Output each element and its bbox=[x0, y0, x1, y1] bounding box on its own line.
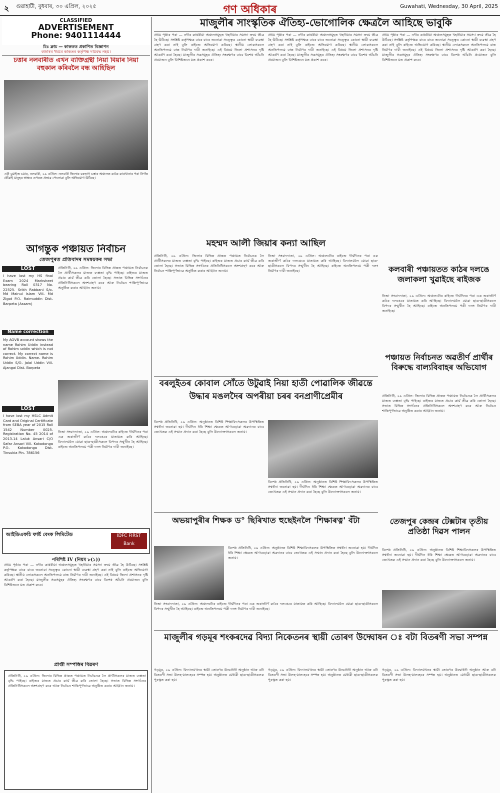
lead-body: প্ৰথম পৃষ্ঠাৰ পৰা — নদীৰ কাষৰীয়া অঞ্চলসমূহত খহনীয়াৰ সমস্যা ক্ৰমে তীব্ৰ হৈ উঠিছে। সংশ্লিষ্ট কৰ্তৃপক্ষক বাৰে বাৰে জনোৱা সত্ত্বেও কোনো স্থায়ী ব্যৱস্থা গ্ৰহণ কৰা নাই বুলি ৰাইজে অভিযোগ কৰিছে। স্থানীয় লোকসকলে অনতিপলমে বান্ধ নিৰ্মাণৰ দাবী জনাইছে। এই বিষয়ে জিলা প্ৰশাসনৰ দৃষ্টি আকৰ্ষণ কৰা হৈছে। মাজুলীৰ সত্ৰসমূহৰ ঐতিহ্য সংৰক্ষণৰ বাবে বিশেষ আঁচনি প্ৰয়োজন বুলি বিশিষ্টজনে মত প্ৰকাশ কৰে। bbox=[268, 33, 378, 62]
school-body: বিশেষ প্ৰতিনিধি, ২৯ এপ্ৰিল: অনুষ্ঠানত বিশিষ্ট শিক্ষাবিদসকলৰ উপস্থিতিত সম্বৰ্ধনা জনোৱা হয়। দীৰ্ঘদিন ধৰি শিক্ষা ক্ষেত্ৰত আগবঢ়োৱা অৱদানৰ বাবে তেখেতক এই সন্মান প্ৰদান কৰা হৈছে বুলি উদ্যোক্তাসকলে জনায়। bbox=[228, 546, 378, 560]
panchayat-left-sub: তেজপুৰত প্ৰতিবাদৰ সমন্বয়কৰ সভা bbox=[39, 257, 113, 263]
school-headline: অভয়াপুৰীৰ শিক্ষক ড° ছিৰিখাত হুছেইনলৈ 'শিক্ষাৰত্ন' বঁটা bbox=[172, 515, 360, 525]
panchayat-left-headline: আগন্তুক পঞ্চায়ত নিৰ্বাচন bbox=[26, 244, 126, 255]
fire-body: বিশেষ প্ৰতিনিধি, ২৯ এপ্ৰিল: অনুষ্ঠানত বিশিষ্ট শিক্ষাবিদসকলৰ উপস্থিতিত সম্বৰ্ধনা জনোৱা হয়। দীৰ্ঘদিন ধৰি শিক্ষা ক্ষেত্ৰত আগবঢ়োৱা অৱদানৰ বাবে তেখেতক এই সন্মান প্ৰদান কৰা হৈছে বুলি উদ্যোক্তাসকলে জনায়। bbox=[154, 420, 264, 434]
majuli-body: গড়মূৰ, ২৯ এপ্ৰিল: বিদ্যালয়খনৰ স্থায়ী তোৰণৰ উদ্বোধনী অনুষ্ঠান আৰু বটা বিতৰণী সভা উলহ-মালহেৰে সম্পন্ন হয়। অনুষ্ঠানত মেধাৱী ছাত্ৰ-ছাত্ৰীসকলক পুৰস্কৃত কৰা হয়। bbox=[382, 668, 496, 682]
article-body: প্ৰতিনিধি, ২৯ এপ্ৰিল: জিলাৰ বিভিন্ন প্ৰান্তত পঞ্চায়ত নিৰ্বাচনক লৈ প্ৰাৰ্থীসকলৰ মাজত ব্যস্ততা বৃদ্ধি পাইছে। ৰাইজৰ মাজত প্ৰচাৰ কাৰ্য তীব্ৰ কৰি তোলা হৈছে। সভাত বিভিন্ন সংগঠনৰ প্ৰতিনিধিসকলে অংশগ্ৰহণ কৰে আৰু নিৰ্বাচন শান্তিপূৰ্ণভাৱে অনুষ্ঠিত কৰাৰ আহ্বান জনায়। bbox=[58, 266, 148, 290]
bank-notice-body: প্ৰথম পৃষ্ঠাৰ পৰা — নদীৰ কাষৰীয়া অঞ্চলসমূহত খহনীয়াৰ সমস্যা ক্ৰমে তীব্ৰ হৈ উঠিছে। সংশ্লিষ্ট কৰ্তৃপক্ষক বাৰে বাৰে জনোৱা সত্ত্বেও কোনো স্থায়ী ব্যৱস্থা গ্ৰহণ কৰা নাই বুলি ৰাইজে অভিযোগ কৰিছে। স্থানীয় লোকসকলে অনতিপলমে বান্ধ নিৰ্মাণৰ দাবী জনাইছে। এই বিষয়ে জিলা প্ৰশাসনৰ দৃষ্টি আকৰ্ষণ কৰা হৈছে। মাজুলীৰ সত্ৰসমূহৰ ঐতিহ্য সংৰক্ষণৰ বাবে বিশেষ আঁচনি প্ৰয়োজন বুলি বিশিষ্টজনে মত প্ৰকাশ কৰে। bbox=[4, 563, 148, 587]
news-photo-teacher bbox=[154, 546, 224, 600]
ad-tag: Name correction bbox=[2, 330, 54, 335]
page-number: ২ bbox=[4, 4, 10, 13]
ad-text: I have lost my HSLC Admit Card and Original Certificate from SEBA year of 2015 Roll 1542 Number 0025. Registration No. 45 2014 of 2013-14 Laluk Ansari C/O Safar Ansari Vill- Kakodonga P.O- Kakodonga Dist- Tinsukia Pin- 786156 bbox=[3, 414, 53, 455]
fire-body: বিশেষ প্ৰতিনিধি, ২৯ এপ্ৰিল: অনুষ্ঠানত বিশিষ্ট শিক্ষাবিদসকলৰ উপস্থিতিত সম্বৰ্ধনা জনোৱা হয়। দীৰ্ঘদিন ধৰি শিক্ষা ক্ষেত্ৰত আগবঢ়োৱা অৱদানৰ বাবে তেখেতক এই সন্মান প্ৰদান কৰা হৈছে বুলি উদ্যোক্তাসকলে জনায়। bbox=[268, 480, 378, 494]
news-photo-center bbox=[268, 420, 378, 478]
bank-title: আইডিএফচি ফাৰ্ষ্ট বেংক লিমিটেড bbox=[6, 532, 73, 538]
panchayat-right-body: প্ৰতিনিধি, ২৯ এপ্ৰিল: জিলাৰ বিভিন্ন প্ৰান্তত পঞ্চায়ত নিৰ্বাচনক লৈ প্ৰাৰ্থীসকলৰ মাজত ব্যস্ততা বৃদ্ধি পাইছে। ৰাইজৰ মাজত প্ৰচাৰ কাৰ্য তীব্ৰ কৰি তোলা হৈছে। সভাত বিভিন্ন সংগঠনৰ প্ৰতিনিধিসকলে অংশগ্ৰহণ কৰে আৰু নিৰ্বাচন শান্তিপূৰ্ণভাৱে অনুষ্ঠিত কৰাৰ আহ্বান জনায়। bbox=[382, 394, 496, 413]
classified-line2: বজাৰৰ খবৰে কাকতৰ কৰ্তৃপক্ষ দায়বদ্ধ নহয়। bbox=[41, 49, 111, 54]
majlis-headline: মহম্মদ আলী জিয়াৰ কন্যা আছিল bbox=[206, 239, 326, 249]
fire-headline: বৰলুইতৰ কোবাল সোঁতে উটুৱাই নিয়া হাতী পোৱালিক জীৱন্তে উদ্ধাৰ মঙলদৈৰ অপৰীয়া চৰৰ বনপ্ৰাণীপ্ৰেমীৰ bbox=[159, 379, 373, 402]
kalaburi-body: নিজা সংবাদদাতা, ২৯ এপ্ৰিল: অঞ্চলটোৰ ৰাইজে দীৰ্ঘদিনৰ পৰা এক জৰাজীৰ্ণ কাঠৰ দলঙেৰে যাতায়ত কৰি আহিছে। বিদ্যালয়লৈ যোৱা ছাত্ৰ-ছাত্ৰীসকলে বিপদৰ সন্মুখীন হৈ আহিছে। ৰাইজে অনতিপলমে পকী দলং নিৰ্মাণৰ দাবী জনাইছে। bbox=[382, 294, 496, 313]
ads-column bbox=[2, 266, 54, 526]
date-left: গুৱাহাটী, বুধবাৰ, ৩০ এপ্ৰিল, ২০২৫ bbox=[16, 4, 97, 10]
masthead bbox=[0, 0, 500, 16]
majuli-body: গড়মূৰ, ২৯ এপ্ৰিল: বিদ্যালয়খনৰ স্থায়ী তোৰণৰ উদ্বোধনী অনুষ্ঠান আৰু বটা বিতৰণী সভা উলহ-মালহেৰে সম্পন্ন হয়। অনুষ্ঠানত মেধাৱী ছাত্ৰ-ছাত্ৰীসকলক পুৰস্কৃত কৰা হয়। bbox=[268, 668, 378, 682]
date-right: Guwahati, Wednesday, 30 April, 2025 bbox=[400, 4, 498, 10]
logo: গণ অধিকাৰ bbox=[223, 3, 277, 16]
tezpur-body: বিশেষ প্ৰতিনিধি, ২৯ এপ্ৰিল: অনুষ্ঠানত বিশিষ্ট শিক্ষাবিদসকলৰ উপস্থিতিত সম্বৰ্ধনা জনোৱা হয়। দীৰ্ঘদিন ধৰি শিক্ষা ক্ষেত্ৰত আগবঢ়োৱা অৱদানৰ বাবে তেখেতক এই সন্মান প্ৰদান কৰা হৈছে বুলি উদ্যোক্তাসকলে জনায়। bbox=[382, 548, 496, 562]
kalaburi-headline: কলবাৰী পঞ্চায়তত কাঠৰ দলঙে জলাকলা খুৱাইছে ৰাইজক bbox=[388, 264, 490, 284]
ad-tag: LOST bbox=[2, 266, 54, 272]
lead-kicker: মাজুলীৰ সাংস্কৃতিক ঐতিহ্য-ভোগোলিক ক্ষেত্ৰলৈ আহিছে ভাবুকি bbox=[200, 18, 452, 29]
property-table bbox=[4, 670, 148, 790]
ad-text: I have lost my HS final Exam 2024 Marksheet bearing Roll 0317 No. 22525. Srikh Rabbani S/o- Md Mainul Islam Vill- Md Zigot P.O- Raimuddin Dist- Barpeta (Assam) bbox=[3, 274, 53, 306]
school-body: নিজা সংবাদদাতা, ২৯ এপ্ৰিল: অঞ্চলটোৰ ৰাইজে দীৰ্ঘদিনৰ পৰা এক জৰাজীৰ্ণ কাঠৰ দলঙেৰে যাতায়ত কৰি আহিছে। বিদ্যালয়লৈ যোৱা ছাত্ৰ-ছাত্ৰীসকলে বিপদৰ সন্মুখীন হৈ আহিছে। ৰাইজে অনতিপলমে পকী দলং নিৰ্মাণৰ দাবী জনাইছে। bbox=[154, 602, 378, 611]
classified-line1: মিঃ ক্লাচ — কাকতত প্ৰকাশিত বিজ্ঞাপন bbox=[43, 44, 109, 49]
classified-phone: Phone: 9401114444 bbox=[31, 31, 121, 40]
article-body: নিজা সংবাদদাতা, ২৯ এপ্ৰিল: অঞ্চলটোৰ ৰাইজে দীৰ্ঘদিনৰ পৰা এক জৰাজীৰ্ণ কাঠৰ দলঙেৰে যাতায়ত কৰি আহিছে। বিদ্যালয়লৈ যোৱা ছাত্ৰ-ছাত্ৰীসকলে বিপদৰ সন্মুখীন হৈ আহিছে। ৰাইজে অনতিপলমে পকী দলং নিৰ্মাণৰ দাবী জনাইছে। bbox=[58, 430, 148, 449]
bank-sub: পৰিশিষ্ট IV (নিয়ম ৮(১)) bbox=[51, 558, 101, 563]
news-photo-left bbox=[4, 80, 148, 170]
classified-box bbox=[2, 17, 150, 45]
lead-body: প্ৰথম পৃষ্ঠাৰ পৰা — নদীৰ কাষৰীয়া অঞ্চলসমূহত খহনীয়াৰ সমস্যা ক্ৰমে তীব্ৰ হৈ উঠিছে। সংশ্লিষ্ট কৰ্তৃপক্ষক বাৰে বাৰে জনোৱা সত্ত্বেও কোনো স্থায়ী ব্যৱস্থা গ্ৰহণ কৰা নাই বুলি ৰাইজে অভিযোগ কৰিছে। স্থানীয় লোকসকলে অনতিপলমে বান্ধ নিৰ্মাণৰ দাবী জনাইছে। এই বিষয়ে জিলা প্ৰশাসনৰ দৃষ্টি আকৰ্ষণ কৰা হৈছে। মাজুলীৰ সত্ৰসমূহৰ ঐতিহ্য সংৰক্ষণৰ বাবে বিশেষ আঁচনি প্ৰয়োজন বুলি বিশিষ্টজনে মত প্ৰকাশ কৰে। bbox=[154, 33, 264, 62]
majuli-headline: মাজুলীৰ গড়মূৰ শংকৰদেৱ বিদ্যা নিকেতনৰ স্থায়ী তোৰণ উদ্ঘোষন ঃ বটা বিতৰণী সভা সম্পন্ন bbox=[164, 633, 488, 643]
bank-logo: IDFC FIRST Bank bbox=[111, 533, 147, 549]
ad-tag: LOST bbox=[2, 406, 54, 412]
tezpur-headline: তেজপুৰ কেন্দ্ৰৰ টেক্সটাৰ তৃতীয় প্ৰতিষ্ঠা দিৱস পালন bbox=[389, 516, 489, 536]
panchayat-right-headline: পঞ্চায়ত নিৰ্বাচনত অৱতীৰ্ণ প্ৰাৰ্থীৰ বিৰুদ্ধে বাল্যবিবাহৰ অভিযোগ bbox=[385, 352, 493, 372]
lead-body: প্ৰথম পৃষ্ঠাৰ পৰা — নদীৰ কাষৰীয়া অঞ্চলসমূহত খহনীয়াৰ সমস্যা ক্ৰমে তীব্ৰ হৈ উঠিছে। সংশ্লিষ্ট কৰ্তৃপক্ষক বাৰে বাৰে জনোৱা সত্ত্বেও কোনো স্থায়ী ব্যৱস্থা গ্ৰহণ কৰা নাই বুলি ৰাইজে অভিযোগ কৰিছে। স্থানীয় লোকসকলে অনতিপলমে বান্ধ নিৰ্মাণৰ দাবী জনাইছে। এই বিষয়ে জিলা প্ৰশাসনৰ দৃষ্টি আকৰ্ষণ কৰা হৈছে। মাজুলীৰ সত্ৰসমূহৰ ঐতিহ্য সংৰক্ষণৰ বাবে বিশেষ আঁচনি প্ৰয়োজন বুলি বিশিষ্টজনে মত প্ৰকাশ কৰে। bbox=[382, 33, 496, 62]
majuli-body: গড়মূৰ, ২৯ এপ্ৰিল: বিদ্যালয়খনৰ স্থায়ী তোৰণৰ উদ্বোধনী অনুষ্ঠান আৰু বটা বিতৰণী সভা উলহ-মালহেৰে সম্পন্ন হয়। অনুষ্ঠানত মেধাৱী ছাত্ৰ-ছাত্ৰীসকলক পুৰস্কৃত কৰা হয়। bbox=[154, 668, 264, 682]
news-photo-school bbox=[382, 590, 496, 628]
ad-text: My AGVB account shows the name Rohim Uddin instead of Rohim uddin which is not correct. My correct name is Rohim Uddin. Name- Rohim Uddin S/O- Jalal Uddin Vill- Ajangai Dist- Barpeta bbox=[3, 338, 53, 370]
auction-headline: প্ৰাপ্তী সম্পত্তিৰ বিৱৰণ bbox=[53, 662, 99, 668]
left-headline: চত্তাৰ নলবাৰীত এখন ব্যক্তিগ্ৰন্থী নিয়া বিয়াৰ নিয়া বহুকাল কৰিবলৈ বন্ধ আহিছিল bbox=[13, 57, 139, 72]
photo-caption-left: এটা চুমাইজ চমাৰ, নলবাৰী, ২৯ এপ্ৰিল: নলবাৰী জিলাৰ বৰভাগ চত্তাৰ অঞ্চলত কাঠৰ কাৰখানাৰ পৰা নিৰ্গত ধোঁৱাই মানুহৰ স্বাস্থ্যৰ ওপৰত প্ৰভাৱ পেলোৱা বুলি অভিযোগ উঠিছে। bbox=[4, 172, 148, 181]
majlis-body: নিজা সংবাদদাতা, ২৯ এপ্ৰিল: অঞ্চলটোৰ ৰাইজে দীৰ্ঘদিনৰ পৰা এক জৰাজীৰ্ণ কাঠৰ দলঙেৰে যাতায়ত কৰি আহিছে। বিদ্যালয়লৈ যোৱা ছাত্ৰ-ছাত্ৰীসকলে বিপদৰ সন্মুখীন হৈ আহিছে। ৰাইজে অনতিপলমে পকী দলং নিৰ্মাণৰ দাবী জনাইছে। bbox=[268, 254, 378, 273]
majlis-body: প্ৰতিনিধি, ২৯ এপ্ৰিল: জিলাৰ বিভিন্ন প্ৰান্তত পঞ্চায়ত নিৰ্বাচনক লৈ প্ৰাৰ্থীসকলৰ মাজত ব্যস্ততা বৃদ্ধি পাইছে। ৰাইজৰ মাজত প্ৰচাৰ কাৰ্য তীব্ৰ কৰি তোলা হৈছে। সভাত বিভিন্ন সংগঠনৰ প্ৰতিনিধিসকলে অংশগ্ৰহণ কৰে আৰু নিৰ্বাচন শান্তিপূৰ্ণভাৱে অনুষ্ঠিত কৰাৰ আহ্বান জনায়। bbox=[154, 254, 264, 273]
classified-tag: CLASSIFIED bbox=[59, 18, 93, 24]
classified-title: ADVERTISEMENT bbox=[38, 23, 114, 32]
bank-notice bbox=[2, 528, 150, 554]
property-table-body: প্ৰতিনিধি, ২৯ এপ্ৰিল: জিলাৰ বিভিন্ন প্ৰান্তত পঞ্চায়ত নিৰ্বাচনক লৈ প্ৰাৰ্থীসকলৰ মাজত ব্যস্ততা বৃদ্ধি পাইছে। ৰাইজৰ মাজত প্ৰচাৰ কাৰ্য তীব্ৰ কৰি তোলা হৈছে। সভাত বিভিন্ন সংগঠনৰ প্ৰতিনিধিসকলে অংশগ্ৰহণ কৰে আৰু নিৰ্বাচন শান্তিপূৰ্ণভাৱে অনুষ্ঠিত কৰাৰ আহ্বান জনায়। bbox=[8, 674, 146, 688]
news-photo-small bbox=[58, 380, 148, 426]
